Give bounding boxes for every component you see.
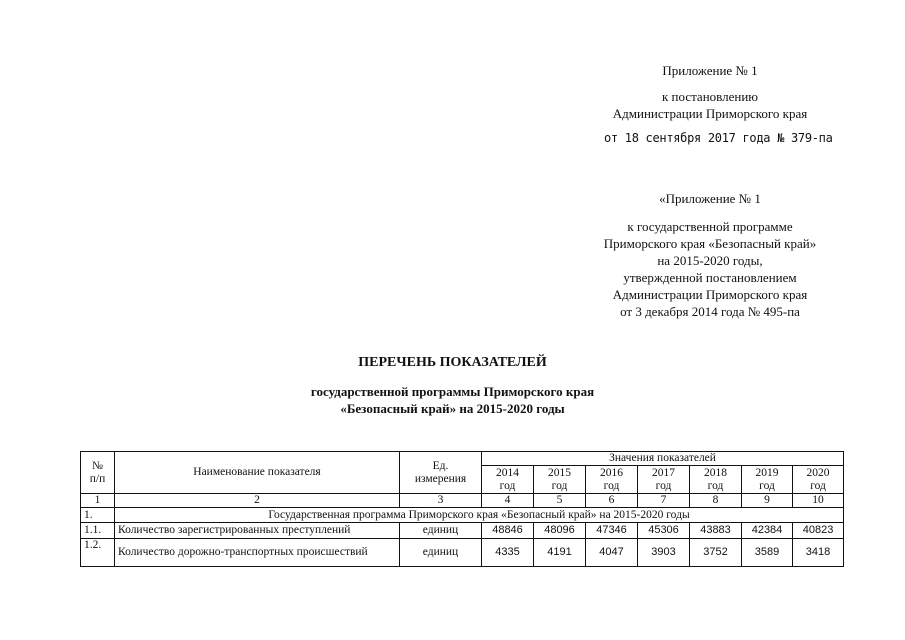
column-index: 4	[482, 494, 534, 508]
unit: единиц	[400, 523, 482, 539]
value-2016: 47346	[586, 523, 638, 539]
column-index: 5	[534, 494, 586, 508]
document-subtitle: государственной программы Приморского края	[310, 384, 595, 399]
column-header-year: 2020 год	[793, 466, 844, 494]
value-2018: 3752	[690, 539, 742, 567]
appendix-administration: Администрации Приморского края	[612, 106, 808, 121]
column-header-year: 2015 год	[534, 466, 586, 494]
column-index: 9	[742, 494, 793, 508]
value-2019: 42384	[742, 523, 793, 539]
value-2017: 3903	[638, 539, 690, 567]
column-index: 2	[115, 494, 400, 508]
column-header-number: № п/п	[81, 452, 115, 494]
value-2019: 3589	[742, 539, 793, 567]
value-2016: 4047	[586, 539, 638, 567]
column-header-year: 2018 год	[690, 466, 742, 494]
indicator-name: Количество дорожно-транспортных происшествий	[115, 539, 400, 567]
column-index: 1	[81, 494, 115, 508]
section-title: Государственная программа Приморского края «Безопасный край» на 2015-2020 годы	[115, 508, 844, 523]
column-index: 8	[690, 494, 742, 508]
column-header-indicator-name: Наименование показателя	[115, 452, 400, 494]
value-2020: 40823	[793, 523, 844, 539]
value-2014: 48846	[482, 523, 534, 539]
table-row	[81, 539, 844, 567]
column-header-year: 2019 год	[742, 466, 793, 494]
column-index: 7	[638, 494, 690, 508]
document-subtitle: «Безопасный край» на 2015-2020 годы	[340, 401, 565, 416]
indicators-table	[80, 451, 844, 567]
program-appendix-line: Приморского края «Безопасный край»	[603, 236, 817, 251]
value-2014: 4335	[482, 539, 534, 567]
appendix-to-resolution: к постановлению	[661, 89, 759, 104]
row-number: 1.1.	[81, 523, 115, 539]
section-number: 1.	[81, 508, 115, 523]
program-appendix-line: от 3 декабря 2014 года № 495-па	[620, 304, 800, 319]
document-title: ПЕРЕЧЕНЬ ПОКАЗАТЕЛЕЙ	[358, 355, 547, 370]
value-2018: 43883	[690, 523, 742, 539]
resolution-date-stamp: от 18 сентября 2017 года № 379-па	[604, 131, 833, 145]
column-header-unit: Ед. измерения	[400, 452, 482, 494]
value-2015: 4191	[534, 539, 586, 567]
program-appendix-title: «Приложение № 1	[659, 191, 761, 206]
column-index: 6	[586, 494, 638, 508]
indicator-name: Количество зарегистрированных преступлений	[115, 523, 400, 539]
table-row	[81, 523, 844, 539]
column-header-year: 2014 год	[482, 466, 534, 494]
column-header-year: 2016 год	[586, 466, 638, 494]
appendix-title: Приложение № 1	[662, 63, 758, 78]
column-index-row	[81, 494, 844, 508]
program-appendix-line: на 2015-2020 годы,	[657, 253, 763, 268]
value-2020: 3418	[793, 539, 844, 567]
column-index: 3	[400, 494, 482, 508]
program-appendix-line: утвержденной постановлением	[623, 270, 797, 285]
program-appendix-line: Администрации Приморского края	[612, 287, 808, 302]
row-number: 1.2.	[81, 539, 115, 567]
column-index: 10	[793, 494, 844, 508]
section-row	[81, 508, 844, 523]
value-2017: 45306	[638, 523, 690, 539]
column-header-values: Значения показателей	[482, 452, 844, 466]
program-appendix-line: к государственной программе	[627, 219, 793, 234]
unit: единиц	[400, 539, 482, 567]
value-2015: 48096	[534, 523, 586, 539]
column-header-year: 2017 год	[638, 466, 690, 494]
